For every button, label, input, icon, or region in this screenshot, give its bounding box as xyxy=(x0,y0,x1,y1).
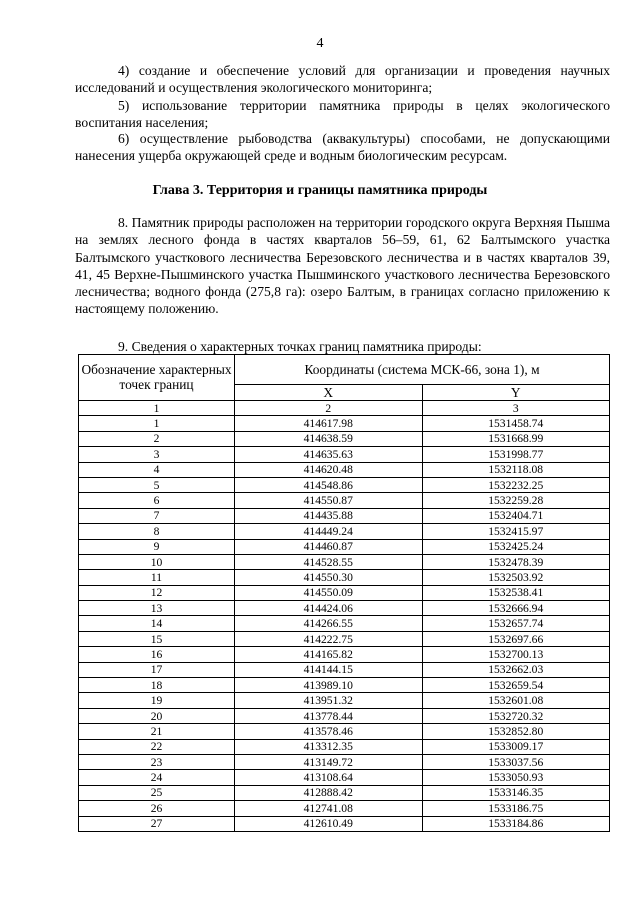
point-number-cell: 5 xyxy=(79,477,235,492)
x-coordinate-cell: 414638.59 xyxy=(235,431,423,446)
paragraph-section-8: 8. Памятник природы расположен на территории городского округа Верхняя Пышма на землях лесного фонда в частях кварталов 56–59, 61, 62 Балтымского участка Балтымского участкового лесничества Березовского лесничества и в частях кварталов 39, 41, 45 Верхне-Пышминского участка Пышминского участкового лесничества Березовского лесничества; водного фонда (275,8 га): озеро Балтым, в границах согласно приложению к настоящему положению. xyxy=(75,215,610,317)
table-row xyxy=(79,631,610,646)
y-coordinate-cell: 1533050.93 xyxy=(422,770,610,785)
table-row xyxy=(79,477,610,492)
chapter-title: Глава 3. Территория и границы памятника природы xyxy=(152,183,488,198)
point-number-cell: 23 xyxy=(79,754,235,769)
x-coordinate-cell: 414620.48 xyxy=(235,462,423,477)
point-number-cell: 4 xyxy=(79,462,235,477)
table-row xyxy=(79,554,610,569)
coordinates-table xyxy=(78,354,610,832)
table-row xyxy=(79,524,610,539)
y-coordinate-cell: 1532700.13 xyxy=(422,647,610,662)
x-coordinate-cell: 413312.35 xyxy=(235,739,423,754)
table-row xyxy=(79,539,610,554)
table-row xyxy=(79,739,610,754)
point-number-cell: 27 xyxy=(79,816,235,831)
table-row xyxy=(79,816,610,831)
table-row xyxy=(79,770,610,785)
y-coordinate-cell: 1532697.66 xyxy=(422,631,610,646)
x-coordinate-cell: 414460.87 xyxy=(235,539,423,554)
y-coordinate-cell: 1533037.56 xyxy=(422,754,610,769)
point-number-cell: 6 xyxy=(79,493,235,508)
x-coordinate-cell: 414435.88 xyxy=(235,508,423,523)
y-coordinate-cell: 1531998.77 xyxy=(422,447,610,462)
point-number-cell: 15 xyxy=(79,631,235,646)
y-coordinate-cell: 1532538.41 xyxy=(422,585,610,600)
x-coordinate-cell: 414222.75 xyxy=(235,631,423,646)
point-number-cell: 3 xyxy=(79,447,235,462)
point-number-cell: 20 xyxy=(79,708,235,723)
x-coordinate-cell: 412888.42 xyxy=(235,785,423,800)
x-coordinate-cell: 414266.55 xyxy=(235,616,423,631)
point-number-cell: 14 xyxy=(79,616,235,631)
table-row xyxy=(79,493,610,508)
y-coordinate-cell: 1533184.86 xyxy=(422,816,610,831)
table-row xyxy=(79,616,610,631)
x-coordinate-cell: 414550.09 xyxy=(235,585,423,600)
table-row xyxy=(79,801,610,816)
column-index: 2 xyxy=(235,401,423,416)
point-number-cell: 2 xyxy=(79,431,235,446)
x-coordinate-cell: 413778.44 xyxy=(235,708,423,723)
x-coordinate-cell: 414617.98 xyxy=(235,416,423,431)
x-coordinate-cell: 413951.32 xyxy=(235,693,423,708)
x-coordinate-cell: 414165.82 xyxy=(235,647,423,662)
point-number-cell: 19 xyxy=(79,693,235,708)
table-row xyxy=(79,601,610,616)
y-coordinate-cell: 1532601.08 xyxy=(422,693,610,708)
point-number-cell: 8 xyxy=(79,524,235,539)
point-number-cell: 22 xyxy=(79,739,235,754)
point-number-cell: 16 xyxy=(79,647,235,662)
table-row xyxy=(79,447,610,462)
column-index: 1 xyxy=(79,401,235,416)
y-coordinate-cell: 1532118.08 xyxy=(422,462,610,477)
point-number-cell: 11 xyxy=(79,570,235,585)
point-number-cell: 9 xyxy=(79,539,235,554)
table-row xyxy=(79,585,610,600)
point-number-cell: 7 xyxy=(79,508,235,523)
paragraph-section-9: 9. Сведения о характерных точках границ памятника природы: xyxy=(118,339,482,354)
table-row xyxy=(79,570,610,585)
y-coordinate-cell: 1531668.99 xyxy=(422,431,610,446)
point-number-cell: 24 xyxy=(79,770,235,785)
y-coordinate-cell: 1532503.92 xyxy=(422,570,610,585)
y-coordinate-cell: 1532232.25 xyxy=(422,477,610,492)
table-row xyxy=(79,708,610,723)
point-number-cell: 10 xyxy=(79,554,235,569)
point-number-cell: 18 xyxy=(79,678,235,693)
table-row xyxy=(79,662,610,677)
y-coordinate-cell: 1532259.28 xyxy=(422,493,610,508)
point-number-cell: 13 xyxy=(79,601,235,616)
y-coordinate-cell: 1532659.54 xyxy=(422,678,610,693)
header-y: Y xyxy=(422,385,610,401)
paragraph-item-4: 4) создание и обеспечение условий для организации и проведения научных исследований и осуществления экологического мониторинга; xyxy=(75,63,610,96)
y-coordinate-cell: 1532720.32 xyxy=(422,708,610,723)
x-coordinate-cell: 414144.15 xyxy=(235,662,423,677)
table-row xyxy=(79,693,610,708)
table-row xyxy=(79,754,610,769)
x-coordinate-cell: 414424.06 xyxy=(235,601,423,616)
x-coordinate-cell: 413108.64 xyxy=(235,770,423,785)
column-index-row xyxy=(79,401,610,416)
point-number-cell: 25 xyxy=(79,785,235,800)
y-coordinate-cell: 1532666.94 xyxy=(422,601,610,616)
point-number-cell: 21 xyxy=(79,724,235,739)
table-row xyxy=(79,431,610,446)
y-coordinate-cell: 1532478.39 xyxy=(422,554,610,569)
paragraph-item-6: 6) осуществление рыбоводства (аквакультуры) способами, не допускающими нанесения ущерба окружающей среде и водным биологическим ресурсам. xyxy=(75,131,610,164)
x-coordinate-cell: 414528.55 xyxy=(235,554,423,569)
table-row xyxy=(79,785,610,800)
table-row xyxy=(79,462,610,477)
table-row xyxy=(79,416,610,431)
y-coordinate-cell: 1532415.97 xyxy=(422,524,610,539)
x-coordinate-cell: 412741.08 xyxy=(235,801,423,816)
header-coordinates: Координаты (система МСК-66, зона 1), м xyxy=(235,355,610,385)
point-number-cell: 12 xyxy=(79,585,235,600)
x-coordinate-cell: 414449.24 xyxy=(235,524,423,539)
y-coordinate-cell: 1532404.71 xyxy=(422,508,610,523)
x-coordinate-cell: 414635.63 xyxy=(235,447,423,462)
table-row xyxy=(79,647,610,662)
header-x: X xyxy=(235,385,423,401)
paragraph-item-5: 5) использование территории памятника природы в целях экологического воспитания населения; xyxy=(75,98,610,131)
x-coordinate-cell: 412610.49 xyxy=(235,816,423,831)
x-coordinate-cell: 414550.30 xyxy=(235,570,423,585)
table-row xyxy=(79,678,610,693)
header-designation: Обозначение характерных точек границ xyxy=(79,355,235,401)
point-number-cell: 26 xyxy=(79,801,235,816)
page-number: 4 xyxy=(316,36,324,51)
table-row xyxy=(79,508,610,523)
y-coordinate-cell: 1533146.35 xyxy=(422,785,610,800)
y-coordinate-cell: 1532852.80 xyxy=(422,724,610,739)
y-coordinate-cell: 1533009.17 xyxy=(422,739,610,754)
y-coordinate-cell: 1532662.03 xyxy=(422,662,610,677)
y-coordinate-cell: 1531458.74 xyxy=(422,416,610,431)
x-coordinate-cell: 413989.10 xyxy=(235,678,423,693)
table-row xyxy=(79,724,610,739)
y-coordinate-cell: 1533186.75 xyxy=(422,801,610,816)
x-coordinate-cell: 413149.72 xyxy=(235,754,423,769)
y-coordinate-cell: 1532425.24 xyxy=(422,539,610,554)
y-coordinate-cell: 1532657.74 xyxy=(422,616,610,631)
x-coordinate-cell: 414548.86 xyxy=(235,477,423,492)
x-coordinate-cell: 413578.46 xyxy=(235,724,423,739)
x-coordinate-cell: 414550.87 xyxy=(235,493,423,508)
column-index: 3 xyxy=(422,401,610,416)
point-number-cell: 1 xyxy=(79,416,235,431)
point-number-cell: 17 xyxy=(79,662,235,677)
